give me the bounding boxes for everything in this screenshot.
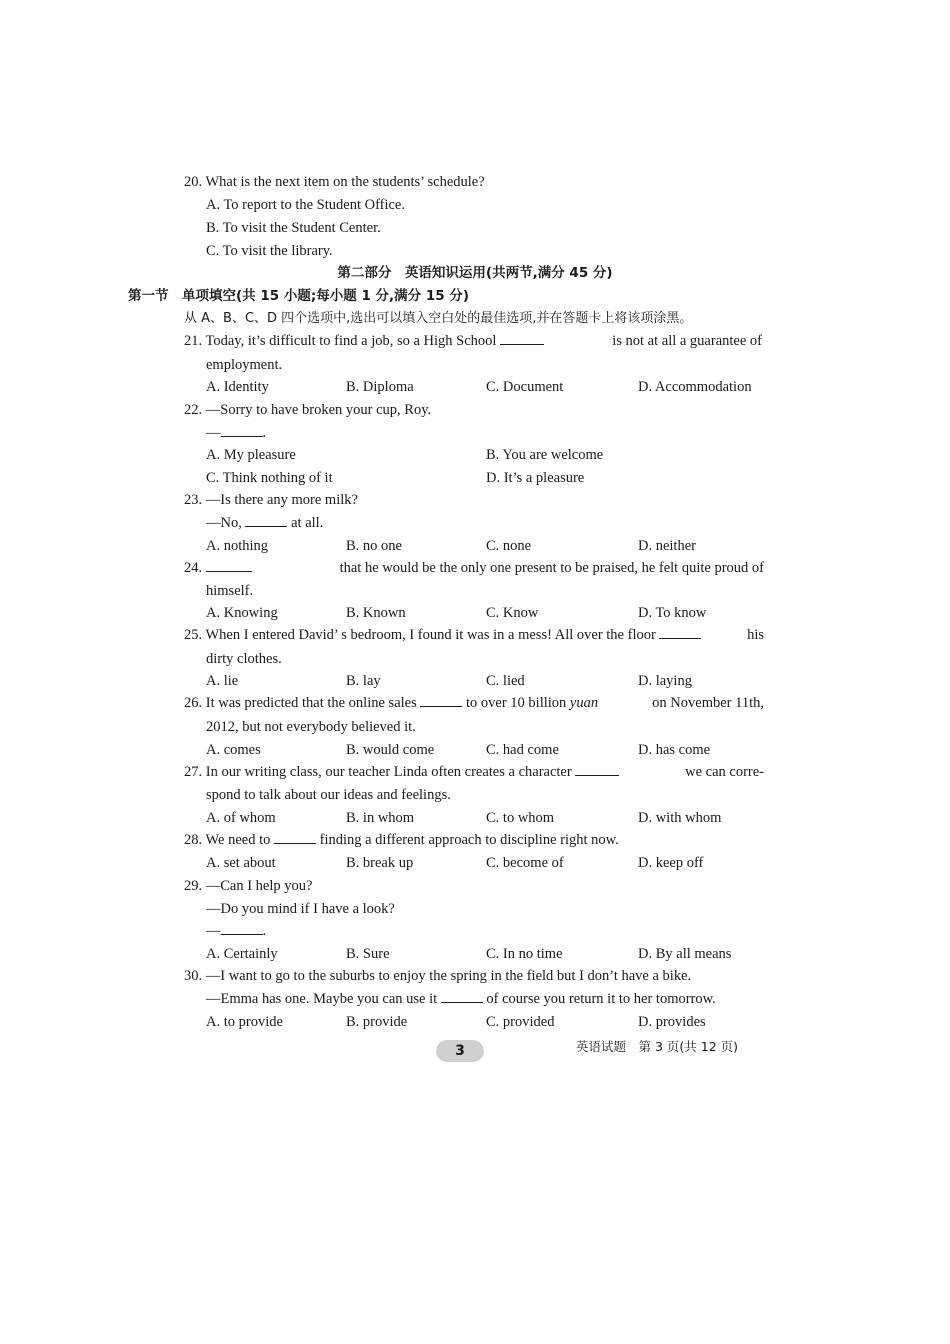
question-22-reply xyxy=(206,424,266,442)
question-22-option-a: A. My pleasure xyxy=(206,447,296,463)
question-27-option-b: B. in whom xyxy=(346,810,415,826)
question-23-option-b: B. no one xyxy=(346,538,402,554)
footer-page-info: 英语试题 第 3 页(共 12 页) xyxy=(576,1039,739,1054)
question-25-option-a: A. lie xyxy=(206,673,239,689)
question-28-option-a: A. set about xyxy=(206,855,276,871)
question-30-line2-post: of course you return it to her tomorrow. xyxy=(486,991,716,1007)
question-27-stem-pre: 27. In our writing class, our teacher Linda often creates a character xyxy=(184,764,572,780)
question-25-stem xyxy=(184,626,764,644)
reply-dash: — xyxy=(206,923,221,939)
question-23-option-d: D. neither xyxy=(638,538,696,554)
question-30-line2-pre: —Emma has one. Maybe you can use it xyxy=(206,991,438,1007)
reply-post: at all. xyxy=(291,515,324,531)
reply-end: . xyxy=(262,425,267,441)
question-28-option-b: B. break up xyxy=(346,855,414,871)
question-28-option-d: D. keep off xyxy=(638,855,704,871)
question-26-stem-mid: to over 10 billion xyxy=(466,695,567,711)
question-24-option-d: D. To know xyxy=(638,605,707,621)
question-30-stem: 30. —I want to go to the suburbs to enjoy the spring in the field but I don’t have a bike. xyxy=(184,968,692,984)
question-26-stem-italic: yuan xyxy=(569,695,599,711)
question-27-stem-post: we can corre- xyxy=(685,764,764,780)
question-24-continuation: himself. xyxy=(206,583,254,599)
question-21-option-a: A. Identity xyxy=(206,379,269,395)
section-1-heading: 第一节 单项填空(共 15 小题;每小题 1 分,满分 15 分) xyxy=(128,288,470,304)
question-26-option-d: D. has come xyxy=(638,742,711,758)
question-21-option-c: C. Document xyxy=(486,379,564,395)
part-2-title: 第二部分 英语知识运用(共两节,满分 45 分) xyxy=(337,265,613,281)
question-25-option-c: C. lied xyxy=(486,673,525,689)
question-21-option-b: B. Diploma xyxy=(346,379,414,395)
question-29-stem: 29. —Can I help you? xyxy=(184,878,313,894)
reply-pre: —No, xyxy=(206,515,242,531)
question-20-option-b: B. To visit the Student Center. xyxy=(206,220,381,236)
question-29-option-c: C. In no time xyxy=(486,946,563,962)
question-24-option-a: A. Knowing xyxy=(206,605,278,621)
question-27-option-c: C. to whom xyxy=(486,810,555,826)
question-23-reply xyxy=(206,514,323,532)
question-24-option-c: C. Know xyxy=(486,605,539,621)
question-29-reply xyxy=(206,922,266,940)
answer-blank xyxy=(274,831,316,844)
question-21-option-d: D. Accommodation xyxy=(638,379,752,395)
question-28-option-c: C. become of xyxy=(486,855,564,871)
question-21-stem-post: is not at all a guarantee of xyxy=(612,333,762,349)
question-20-option-a: A. To report to the Student Office. xyxy=(206,197,405,213)
question-22-stem: 22. —Sorry to have broken your cup, Roy. xyxy=(184,402,432,418)
question-26-continuation: 2012, but not everybody believed it. xyxy=(206,719,416,735)
answer-blank xyxy=(575,763,619,776)
question-30-option-a: A. to provide xyxy=(206,1014,283,1030)
question-22-option-d: D. It’s a pleasure xyxy=(486,470,585,486)
page-number-badge: 3 xyxy=(436,1040,484,1062)
question-25-option-b: B. lay xyxy=(346,673,381,689)
question-26-option-a: A. comes xyxy=(206,742,261,758)
question-28-stem xyxy=(184,831,619,849)
question-24-stem xyxy=(184,559,764,577)
question-22-option-c: C. Think nothing of it xyxy=(206,470,333,486)
question-24-stem-post: that he would be the only one present to be praised, he felt quite proud of xyxy=(339,560,764,576)
question-30-line2 xyxy=(206,990,716,1008)
question-25-stem-pre: 25. When I entered David’ s bedroom, I found it was in a mess! All over the floor xyxy=(184,627,656,643)
question-26-option-c: C. had come xyxy=(486,742,559,758)
question-29-option-b: B. Sure xyxy=(346,946,390,962)
section-1-instruction: 从 A、B、C、D 四个选项中,选出可以填入空白处的最佳选项,并在答题卡上将该项涂黑。 xyxy=(184,311,693,326)
answer-blank xyxy=(221,922,263,935)
reply-end: . xyxy=(262,923,267,939)
answer-blank xyxy=(441,990,483,1003)
question-20-option-c: C. To visit the library. xyxy=(206,243,333,259)
question-26-stem xyxy=(184,694,764,712)
answer-blank xyxy=(221,424,263,437)
question-25-stem-post: his xyxy=(747,627,764,643)
question-29-option-d: D. By all means xyxy=(638,946,732,962)
question-27-stem xyxy=(184,763,764,781)
question-21-stem xyxy=(184,332,762,350)
question-27-continuation: spond to talk about our ideas and feelings. xyxy=(206,787,451,803)
question-25-option-d: D. laying xyxy=(638,673,692,689)
question-28-stem-pre: 28. We need to xyxy=(184,832,271,848)
question-28-stem-post: finding a different approach to discipline right now. xyxy=(319,832,619,848)
answer-blank xyxy=(420,694,462,707)
question-30-option-c: C. provided xyxy=(486,1014,555,1030)
reply-dash: — xyxy=(206,425,221,441)
question-27-option-a: A. of whom xyxy=(206,810,276,826)
question-24-option-b: B. Known xyxy=(346,605,406,621)
question-21-stem-pre: 21. Today, it’s difficult to find a job, so a High School xyxy=(184,333,497,349)
question-25-continuation: dirty clothes. xyxy=(206,651,282,667)
question-26-stem-post: on November 11th, xyxy=(652,695,764,711)
question-21-continuation: employment. xyxy=(206,357,283,373)
answer-blank xyxy=(500,332,544,345)
question-30-option-b: B. provide xyxy=(346,1014,408,1030)
answer-blank xyxy=(245,514,287,527)
question-26-option-b: B. would come xyxy=(346,742,435,758)
question-20-stem: 20. What is the next item on the students’ schedule? xyxy=(184,174,485,190)
question-22-option-b: B. You are welcome xyxy=(486,447,604,463)
question-29-line2: —Do you mind if I have a look? xyxy=(206,901,395,917)
answer-blank xyxy=(659,626,701,639)
question-29-option-a: A. Certainly xyxy=(206,946,278,962)
answer-blank xyxy=(206,559,252,572)
question-23-option-a: A. nothing xyxy=(206,538,269,554)
question-30-option-d: D. provides xyxy=(638,1014,706,1030)
question-number: 24. xyxy=(184,560,203,576)
question-27-option-d: D. with whom xyxy=(638,810,722,826)
question-23-stem: 23. —Is there any more milk? xyxy=(184,492,358,508)
question-26-stem-pre: 26. It was predicted that the online sales xyxy=(184,695,417,711)
question-23-option-c: C. none xyxy=(486,538,532,554)
